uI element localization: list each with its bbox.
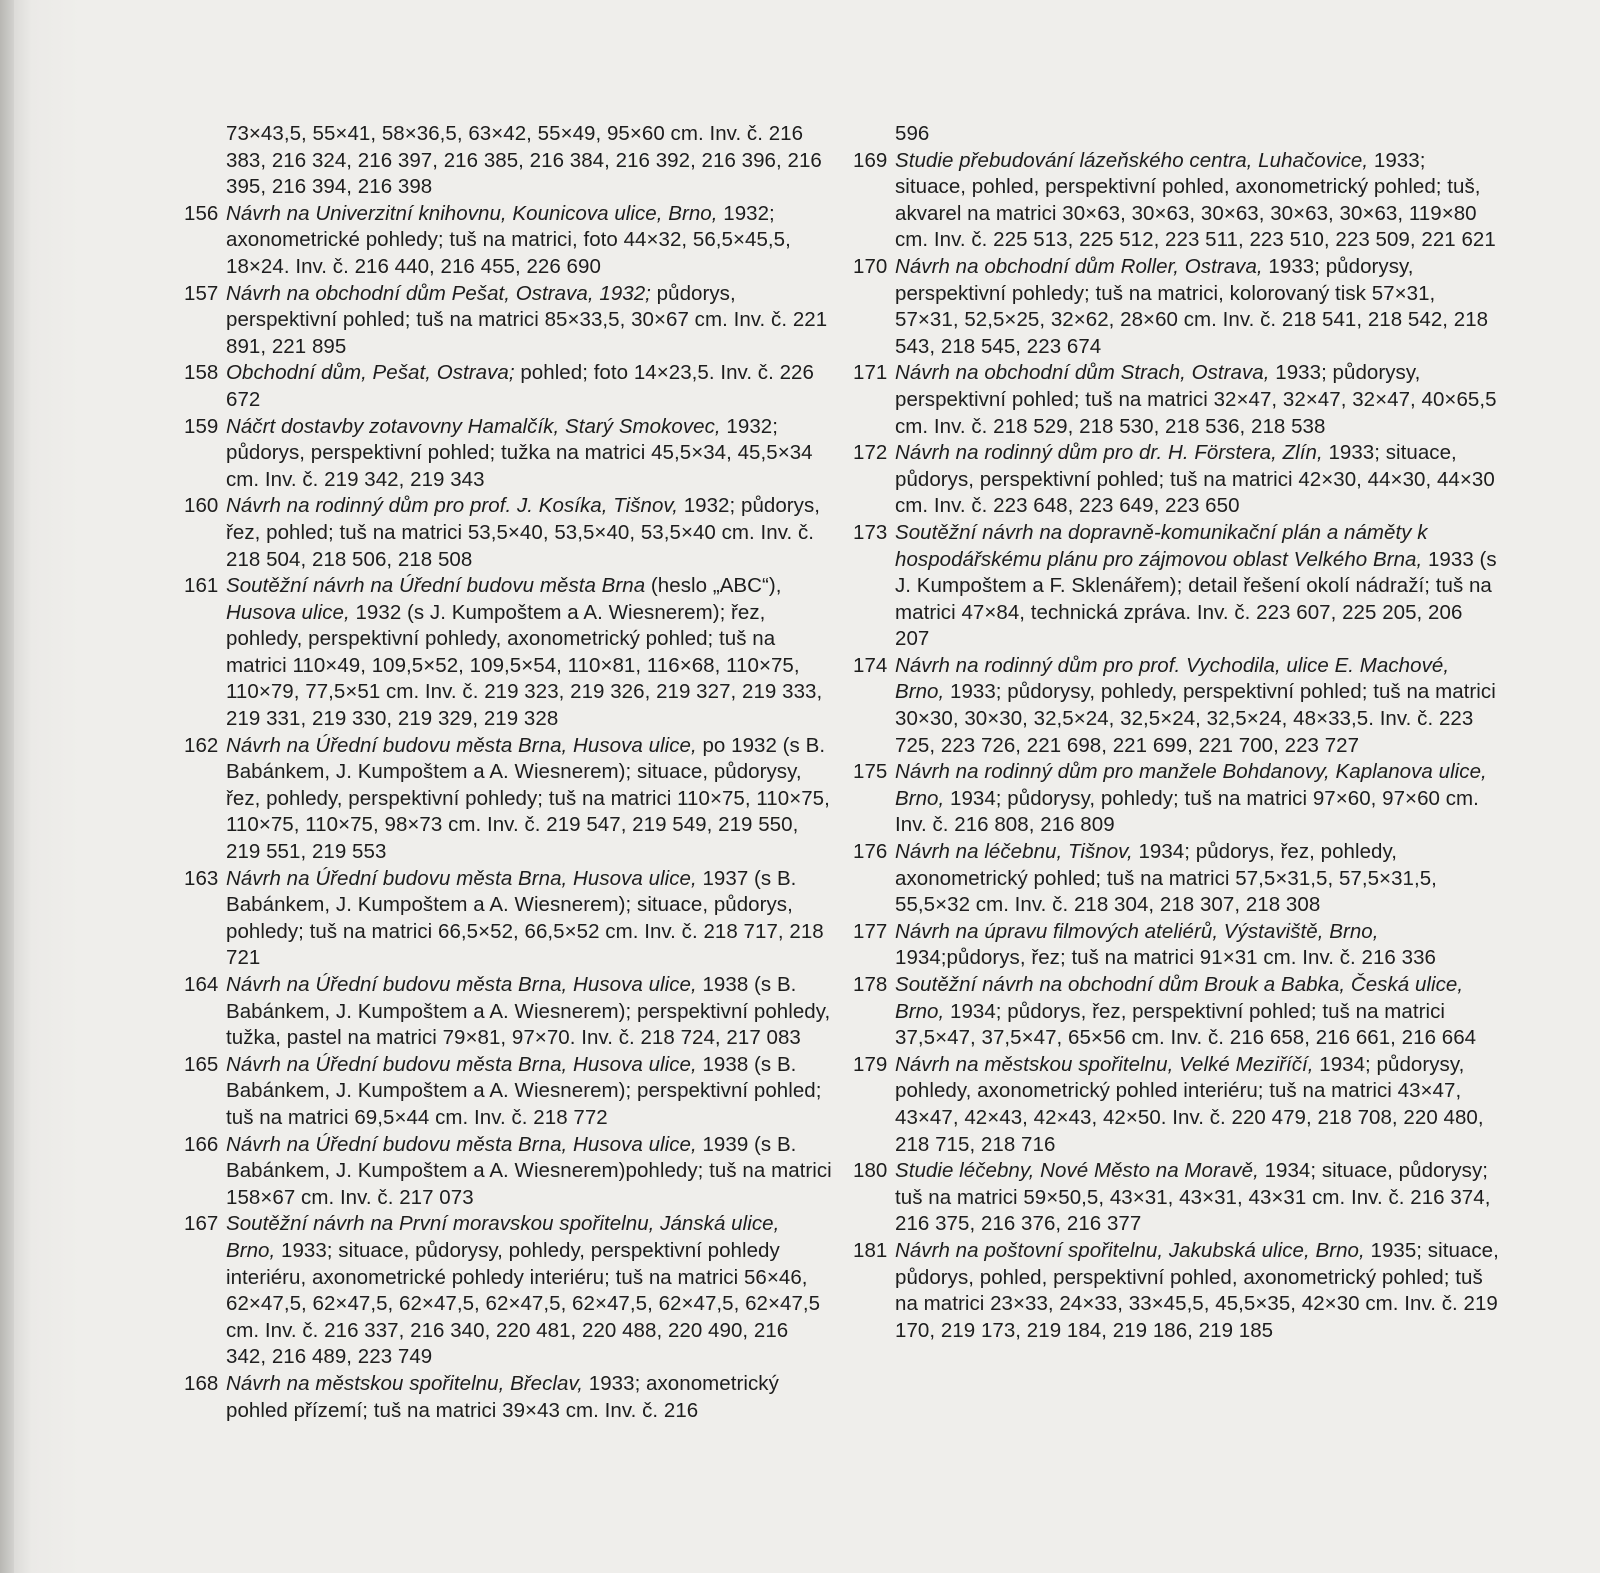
- catalog-entry-179: [853, 1052, 1501, 1158]
- entry-description: (heslo „ABC“),: [645, 574, 782, 598]
- entry-title: Soutěžní návrh na Úřední budovu města Brna: [226, 574, 646, 598]
- entry-title: Návrh na rodinný dům pro manžele Bohdanovy, Kaplanova ulice, Brno,: [895, 760, 1487, 810]
- entry-number: 161: [184, 574, 219, 598]
- entry-number: 159: [184, 414, 219, 438]
- catalog-entry-178: [853, 972, 1501, 1052]
- entry-description: 1934; půdorysy, pohledy; tuš na matrici 97×60, 97×60 cm. Inv. č. 216 808, 216 809: [895, 786, 1479, 837]
- entry-title: Návrh na obchodní dům Pešat, Ostrava, 1932;: [226, 281, 651, 305]
- entry-number: 170: [853, 254, 888, 278]
- catalog-entry-159: [184, 414, 832, 494]
- entry-number: 164: [184, 973, 219, 996]
- catalog-entry-177: [853, 919, 1501, 972]
- left-column: [184, 121, 832, 1424]
- entry-title: Návrh na Úřední budovu města Brna, Husova ulice,: [226, 973, 697, 996]
- entry-description: 1934;půdorys, řez; tuš na matrici 91×31 cm. Inv. č. 216 336: [895, 946, 1436, 970]
- entry-description: 1933; půdorysy, perspektivní pohledy; tuš na matrici, kolorovaný tisk 57×31, 57×31, 52,5×25, 32×62, 28×60 cm. Inv. č. 218 541, 218 542, 218 543, 218 545, 223 674: [895, 254, 1489, 358]
- entry-description: 1933; situace, půdorys, perspektivní pohled; tuš na matrici 42×30, 44×30, 44×30 cm. Inv. č. 223 648, 223 649, 223 650: [895, 441, 1495, 518]
- entry-title: Soutěžní návrh na dopravně-komunikační plán a náměty k hospodářskému plánu pro zájmovou oblast Velkého Brna,: [895, 520, 1428, 571]
- entry-description: 1938 (s B. Babánkem, J. Kumpoštem a A. Wiesnerem); perspektivní pohledy, tužka, pastel na matrici 79×81, 97×70. Inv. č. 218 724, 217 083: [226, 973, 831, 1050]
- entry-number: 173: [853, 520, 888, 544]
- entry-title: Studie přebudování lázeňského centra, Luhačovice,: [895, 148, 1369, 172]
- entry-number: 172: [853, 441, 888, 465]
- entry-title: Soutěžní návrh na První moravskou spořitelnu, Jánská ulice, Brno,: [226, 1212, 780, 1262]
- catalog-entry-165: [184, 1052, 832, 1132]
- entry-number: 174: [853, 653, 888, 677]
- entry-description: 1933; axonometrický pohled přízemí; tuš na matrici 39×43 cm. Inv. č. 216: [226, 1371, 779, 1422]
- entry-title: Návrh na léčebnu, Tišnov,: [895, 840, 1133, 864]
- entry-title: Návrh na obchodní dům Strach, Ostrava,: [895, 361, 1270, 385]
- entry-title: Návrh na Úřední budovu města Brna, Husova ulice,: [226, 866, 697, 890]
- catalog-entry-170: [853, 254, 1501, 360]
- continuation-text: 73×43,5, 55×41, 58×36,5, 63×42, 55×49, 95×60 cm. Inv. č. 216 383, 216 324, 216 397, 216 385, 216 384, 216 392, 216 396, 216 395, 216 394, 216 398: [226, 122, 822, 199]
- catalog-entry-157: [184, 281, 832, 361]
- entry-number: 160: [184, 494, 219, 518]
- entry-title: Náčrt dostavby zotavovny Hamalčík, Starý Smokovec,: [226, 414, 721, 438]
- right-column: [853, 121, 1501, 1344]
- catalog-entry-156: [184, 201, 832, 281]
- entry-title: Návrh na městskou spořitelnu, Velké Meziříčí,: [895, 1052, 1314, 1076]
- entry-number: 163: [184, 866, 219, 890]
- entry-number: 158: [184, 361, 219, 385]
- entry-title: Návrh na Úřední budovu města Brna, Husova ulice,: [226, 1052, 697, 1076]
- entry-title: Studie léčebny, Nové Město na Moravě,: [895, 1159, 1259, 1183]
- catalog-entry-181: [853, 1238, 1501, 1344]
- entry-description: pohled; foto 14×23,5. Inv. č. 226 672: [226, 361, 814, 411]
- entry-description: 1933; půdorysy, pohledy, perspektivní pohled; tuš na matrici 30×30, 30×30, 32,5×24, 32,5×24, 32,5×24, 48×33,5. Inv. č. 223 725, 223 726, 221 698, 221 699, 221 700, 223 727: [895, 680, 1496, 757]
- entry-title: Návrh na rodinný dům pro prof. Vychodila, ulice E. Machové, Brno,: [895, 653, 1450, 704]
- entry-number: 169: [853, 148, 888, 172]
- catalog-entry-173: [853, 520, 1501, 653]
- entry-number: 156: [184, 201, 219, 225]
- entry-description: 1939 (s B. Babánkem, J. Kumpoštem a A. Wiesnerem)pohledy; tuš na matrici 158×67 cm. Inv. č. 217 073: [226, 1132, 832, 1209]
- catalog-entry-163: [184, 866, 832, 972]
- catalog-entry-174: [853, 653, 1501, 759]
- catalog-entry-172: [853, 440, 1501, 520]
- entry-number: 162: [184, 733, 219, 757]
- catalog-entry-169: [853, 148, 1501, 254]
- entry-title: Návrh na městskou spořitelnu, Břeclav,: [226, 1371, 584, 1395]
- entry-number: 165: [184, 1052, 219, 1076]
- entry-title-location: Husova ulice,: [226, 600, 350, 624]
- entry-number: 176: [853, 840, 888, 864]
- entry-description: 1933; situace, půdorysy, pohledy, perspektivní pohledy interiéru, axonometrické pohledy interiéru; tuš na matrici 56×46, 62×47,5, 62×47,5, 62×47,5, 62×47,5, 62×47,5, 62×47,5, 62×47,5 cm. Inv. č. 216 337, 216 340, 220 481, 220 488, 220 490, 216 342, 216 489, 223 749: [226, 1238, 821, 1369]
- entry-title: Návrh na rodinný dům pro prof. J. Kosíka, Tišnov,: [226, 494, 678, 518]
- entry-description: 1937 (s B. Babánkem, J. Kumpoštem a A. Wiesnerem); situace, půdorys, pohledy; tuš na matrici 66,5×52, 66,5×52 cm. Inv. č. 218 717, 218 721: [226, 866, 824, 970]
- entry-description: 1934; půdorys, řez, perspektivní pohled; tuš na matrici 37,5×47, 37,5×47, 65×56 cm. Inv. č. 216 658, 216 661, 216 664: [895, 999, 1477, 1050]
- entry-number: 167: [184, 1212, 219, 1236]
- entry-description: 1933; půdorysy, perspektivní pohled; tuš na matrici 32×47, 32×47, 32×47, 40×65,5 cm. Inv. č. 218 529, 218 530, 218 536, 218 538: [895, 361, 1497, 438]
- catalog-entry-180: [853, 1158, 1501, 1238]
- entry-description-rest: 1932 (s J. Kumpoštem a A. Wiesnerem); řez, pohledy, perspektivní pohledy, axonometrický pohled; tuš na matrici 110×49, 109,5×52, 109,5×54, 110×81, 116×68, 110×75, 110×79, 77,5×51 cm. Inv. č. 219 323, 219 326, 219 327, 219 333, 219 331, 219 330, 219 329, 219 328: [226, 600, 823, 731]
- entry-title: Obchodní dům, Pešat, Ostrava;: [226, 361, 515, 385]
- catalog-entry-167: [184, 1211, 832, 1371]
- entry-number: 168: [184, 1371, 219, 1395]
- entry-description: 1932; půdorys, řez, pohled; tuš na matrici 53,5×40, 53,5×40, 53,5×40 cm. Inv. č. 218 504, 218 506, 218 508: [226, 494, 821, 571]
- entry-number: 180: [853, 1159, 888, 1183]
- catalog-entry-160: [184, 493, 832, 573]
- entry-number: 178: [853, 973, 888, 996]
- entry-number: 175: [853, 760, 888, 784]
- entry-description: 1934; situace, půdorysy; tuš na matrici 59×50,5, 43×31, 43×31, 43×31 cm. Inv. č. 216 374, 216 375, 216 376, 216 377: [895, 1159, 1491, 1236]
- entry-title: Návrh na obchodní dům Roller, Ostrava,: [895, 254, 1263, 278]
- entry-title: Návrh na Univerzitní knihovnu, Kounicova ulice, Brno,: [226, 201, 718, 225]
- entry-number: 166: [184, 1132, 219, 1156]
- entry-title: Návrh na Úřední budovu města Brna, Husova ulice,: [226, 733, 697, 757]
- entry-description: 1932; půdorys, perspektivní pohled; tužka na matrici 45,5×34, 45,5×34 cm. Inv. č. 219 342, 219 343: [226, 414, 813, 491]
- catalog-entry-164: [184, 972, 832, 1052]
- catalog-entry-168: [184, 1371, 832, 1424]
- book-spine-shadow: [0, 0, 14, 1573]
- entry-title: Návrh na úpravu filmových ateliérů, Výstaviště, Brno,: [895, 919, 1379, 943]
- entry-description: 1932; axonometrické pohledy; tuš na matrici, foto 44×32, 56,5×45,5, 18×24. Inv. č. 216 440, 216 455, 226 690: [226, 201, 791, 278]
- catalog-entry-171: [853, 360, 1501, 440]
- entry-description: 1933 (s J. Kumpoštem a F. Sklenářem); detail řešení okolí nádraží; tuš na matrici 47×84, technická zpráva. Inv. č. 223 607, 225 205, 206 207: [895, 547, 1497, 651]
- catalog-entry-158: [184, 360, 832, 413]
- entry-description: 1934; půdorys, řez, pohledy, axonometrický pohled; tuš na matrici 57,5×31,5, 57,5×31,5, 55,5×32 cm. Inv. č. 218 304, 218 307, 218 308: [895, 840, 1437, 917]
- continuation-text: 596: [895, 122, 930, 145]
- entry-title: Soutěžní návrh na obchodní dům Brouk a Babka, Česká ulice, Brno,: [895, 973, 1464, 1023]
- entry-number: 179: [853, 1052, 888, 1076]
- entry-description: 1933; situace, pohled, perspektivní pohled, axonometrický pohled; tuš, akvarel na matrici 30×63, 30×63, 30×63, 30×63, 30×63, 119×80 cm. Inv. č. 225 513, 225 512, 223 511, 223 510, 223 509, 221 621: [895, 148, 1496, 252]
- catalog-entry-175: [853, 759, 1501, 839]
- entry-description: půdorys, perspektivní pohled; tuš na matrici 85×33,5, 30×67 cm. Inv. č. 221 891, 221 895: [226, 281, 828, 358]
- catalog-entry-162: [184, 733, 832, 866]
- entry-title: Návrh na poštovní spořitelnu, Jakubská ulice, Brno,: [895, 1238, 1365, 1262]
- entry-description: 1938 (s B. Babánkem, J. Kumpoštem a A. Wiesnerem); perspektivní pohled; tuš na matrici 69,5×44 cm. Inv. č. 218 772: [226, 1052, 822, 1129]
- entry-number: 171: [853, 361, 888, 385]
- catalog-entry-166: [184, 1132, 832, 1212]
- entry-description: 1934; půdorysy, pohledy, axonometrický pohled interiéru; tuš na matrici 43×47, 43×47, 42×43, 42×43, 42×50. Inv. č. 220 479, 218 708, 220 480, 218 715, 218 716: [895, 1052, 1484, 1156]
- entry-description: po 1932 (s B. Babánkem, J. Kumpoštem a A. Wiesnerem); situace, půdorysy, řez, pohledy, perspektivní pohledy; tuš na matrici 110×75, 110×75, 110×75, 110×75, 98×73 cm. Inv. č. 219 547, 219 549, 219 550, 219 551, 219 553: [226, 733, 830, 864]
- entry-number: 157: [184, 281, 219, 305]
- entry-number: 181: [853, 1238, 888, 1262]
- entry-description: 1935; situace, půdorys, pohled, perspektivní pohled, axonometrický pohled; tuš na matrici 23×33, 24×33, 33×45,5, 45,5×35, 42×30 cm. Inv. č. 219 170, 219 173, 219 184, 219 186, 219 185: [895, 1238, 1499, 1342]
- catalog-entry-176: [853, 839, 1501, 919]
- entry-number: 177: [853, 919, 888, 943]
- catalog-entry-161: [184, 573, 832, 733]
- entry-title: Návrh na rodinný dům pro dr. H. Förstera, Zlín,: [895, 441, 1323, 465]
- entry-title: Návrh na Úřední budovu města Brna, Husova ulice,: [226, 1132, 697, 1156]
